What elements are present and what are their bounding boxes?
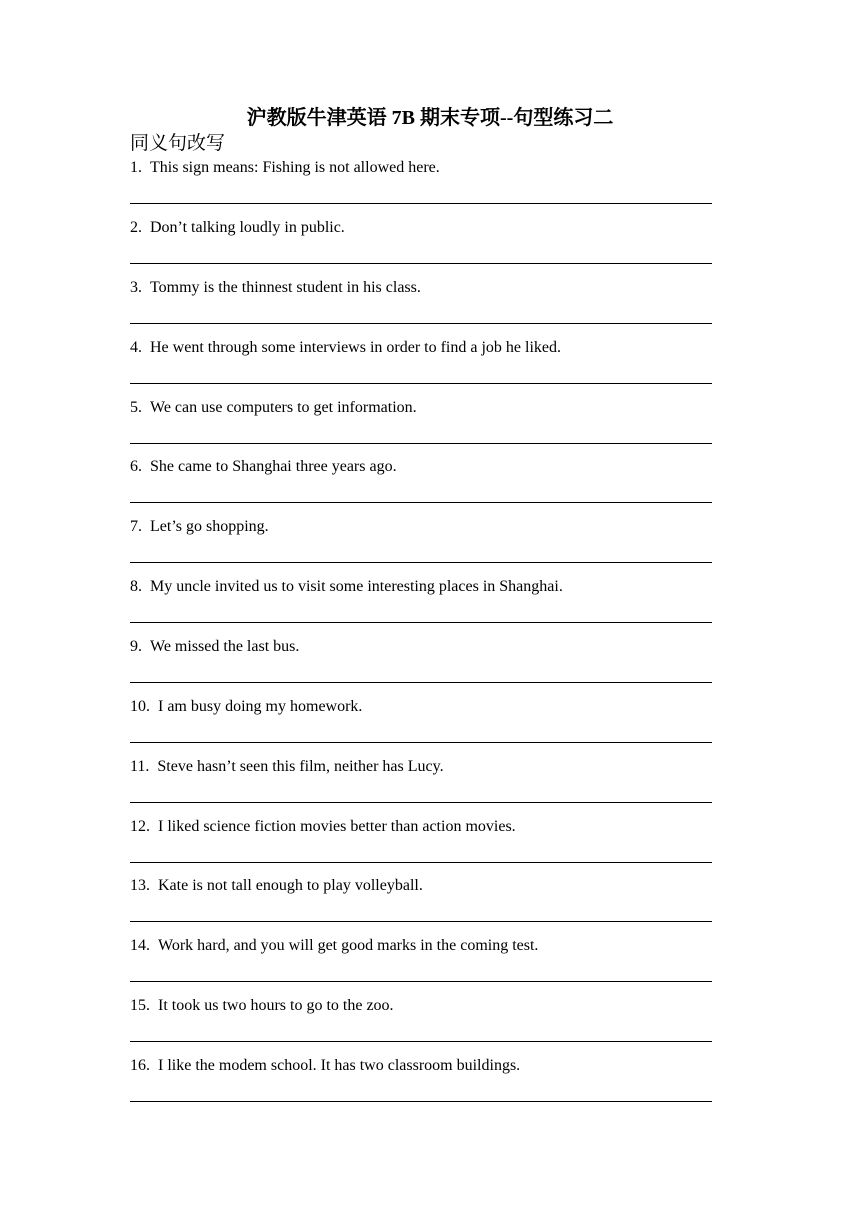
number-spacer bbox=[142, 219, 150, 236]
question-number: 13. bbox=[130, 877, 150, 895]
question-number: 12. bbox=[130, 817, 150, 835]
answer-line[interactable] bbox=[130, 862, 712, 863]
question-text bbox=[130, 397, 417, 419]
question-text bbox=[130, 935, 538, 957]
answer-line[interactable] bbox=[130, 323, 712, 324]
number-spacer bbox=[142, 518, 150, 535]
question-item bbox=[130, 576, 712, 636]
question-text bbox=[130, 217, 345, 239]
number-spacer bbox=[150, 698, 158, 715]
question-number: 9. bbox=[130, 638, 142, 655]
question-sentence: My uncle invited us to visit some interesting places in Shanghai. bbox=[150, 578, 563, 596]
answer-line[interactable] bbox=[130, 1101, 712, 1102]
question-text bbox=[130, 875, 423, 897]
question-number: 11. bbox=[130, 757, 150, 775]
answer-line[interactable] bbox=[130, 502, 712, 503]
question-text bbox=[130, 816, 516, 838]
question-text bbox=[130, 456, 397, 478]
question-text bbox=[130, 1055, 520, 1077]
question-item bbox=[130, 696, 712, 756]
answer-line[interactable] bbox=[130, 383, 712, 384]
question-item bbox=[130, 456, 712, 516]
section-heading: 同义句改写 bbox=[130, 133, 226, 154]
number-spacer bbox=[142, 638, 150, 655]
question-item bbox=[130, 157, 712, 217]
answer-line[interactable] bbox=[130, 1041, 712, 1042]
number-spacer bbox=[150, 997, 158, 1014]
question-item bbox=[130, 516, 712, 576]
question-item bbox=[130, 816, 712, 876]
question-sentence: Work hard, and you will get good marks in the coming test. bbox=[158, 937, 539, 955]
number-spacer bbox=[150, 818, 158, 835]
question-item bbox=[130, 397, 712, 457]
number-spacer bbox=[150, 1057, 158, 1074]
question-number: 10. bbox=[130, 697, 150, 715]
answer-line[interactable] bbox=[130, 203, 712, 204]
number-spacer bbox=[142, 339, 150, 356]
question-text bbox=[130, 696, 362, 718]
answer-line[interactable] bbox=[130, 921, 712, 922]
question-text bbox=[130, 337, 561, 359]
question-number: 8. bbox=[130, 578, 142, 596]
answer-line[interactable] bbox=[130, 562, 712, 563]
answer-line[interactable] bbox=[130, 263, 712, 264]
question-item bbox=[130, 337, 712, 397]
question-text bbox=[130, 636, 299, 658]
question-sentence: I liked science fiction movies better than action movies. bbox=[158, 817, 516, 835]
question-text bbox=[130, 516, 269, 538]
number-spacer bbox=[142, 399, 150, 416]
question-number: 7. bbox=[130, 518, 142, 536]
question-sentence: I like the modem school. It has two classroom buildings. bbox=[158, 1057, 521, 1074]
question-number: 1. bbox=[130, 159, 142, 176]
question-sentence: She came to Shanghai three years ago. bbox=[150, 458, 397, 476]
question-item bbox=[130, 217, 712, 277]
question-number: 2. bbox=[130, 218, 142, 236]
question-number: 5. bbox=[130, 398, 142, 416]
question-number: 6. bbox=[130, 458, 142, 476]
question-item bbox=[130, 935, 712, 995]
question-sentence: Tommy is the thinnest student in his class. bbox=[150, 278, 421, 296]
question-number: 15. bbox=[130, 997, 150, 1015]
question-sentence: I am busy doing my homework. bbox=[158, 697, 363, 715]
answer-line[interactable] bbox=[130, 443, 712, 444]
number-spacer bbox=[150, 937, 158, 954]
page-title: 沪教版牛津英语 7B 期末专项--句型练习二 bbox=[246, 107, 614, 129]
answer-line[interactable] bbox=[130, 622, 712, 623]
number-spacer bbox=[142, 578, 150, 595]
question-number: 16. bbox=[130, 1057, 150, 1074]
question-item bbox=[130, 636, 712, 696]
question-sentence: We missed the last bus. bbox=[150, 638, 300, 655]
question-item bbox=[130, 875, 712, 935]
question-item bbox=[130, 756, 712, 816]
question-sentence: Let’s go shopping. bbox=[150, 518, 269, 536]
number-spacer bbox=[150, 877, 158, 894]
question-item bbox=[130, 277, 712, 337]
question-text bbox=[130, 756, 444, 778]
question-sentence: Don’t talking loudly in public. bbox=[150, 218, 345, 236]
answer-line[interactable] bbox=[130, 981, 712, 982]
question-text bbox=[130, 576, 563, 598]
number-spacer bbox=[142, 279, 150, 296]
question-number: 3. bbox=[130, 278, 142, 296]
answer-line[interactable] bbox=[130, 742, 712, 743]
number-spacer bbox=[142, 458, 150, 475]
question-sentence: Steve hasn’t seen this film, neither has Lucy. bbox=[157, 757, 444, 775]
question-text bbox=[130, 277, 421, 299]
question-text bbox=[130, 995, 394, 1017]
question-sentence: It took us two hours to go to the zoo. bbox=[158, 997, 394, 1015]
question-sentence: He went through some interviews in order to find a job he liked. bbox=[150, 338, 562, 356]
question-number: 4. bbox=[130, 338, 142, 356]
question-sentence: Kate is not tall enough to play volleyball. bbox=[158, 877, 423, 895]
question-item bbox=[130, 995, 712, 1055]
answer-line[interactable] bbox=[130, 682, 712, 683]
question-sentence: This sign means: Fishing is not allowed here. bbox=[150, 159, 440, 176]
number-spacer bbox=[142, 159, 150, 176]
answer-line[interactable] bbox=[130, 802, 712, 803]
question-sentence: We can use computers to get information. bbox=[150, 398, 417, 416]
question-number: 14. bbox=[130, 937, 150, 955]
question-item bbox=[130, 1055, 712, 1115]
question-text bbox=[130, 157, 440, 179]
